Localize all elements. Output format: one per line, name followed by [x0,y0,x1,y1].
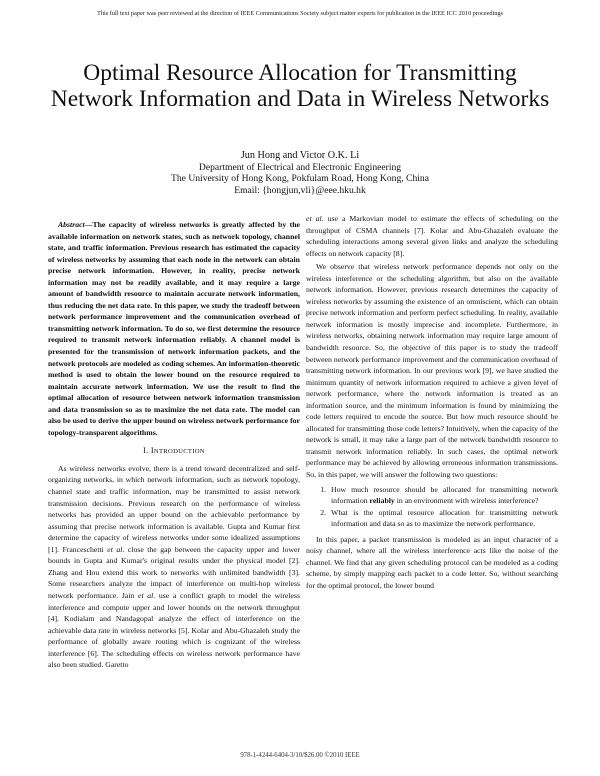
text-run: How much resource should be allocated for transmitting network information [331,484,558,506]
paper-title: Optimal Resource Allocation for Transmitting Network Information and Data in Wireless Networks [50,60,550,112]
abstract [48,219,300,438]
copyright-footer: 978-1-4244-6404-3/10/$26.00 ©2010 IEEE [240,752,360,759]
conference-header-note: This full text paper was peer reviewed at the direction of IEEE Communications Society subject matter experts for publication in the IEEE ICC 2010 proceedings [97,10,503,17]
research-question-2: 2. What is the optimal resource allocation for transmitting network information and data so as to maximize the network performance. [328,507,558,530]
text-run: . use a conflict graph to model the wireless interference and compute upper and lower bounds on the network throughput [4]. Kodialam and Nandagopal analyze the effect of interference on the achievable data rate in wireless networks [5]. Kolar and Abu-Ghazaleh study the performance of globally aware routing which is cognizant of the wireless interference [6]. The scheduling effects on wireless network performance have also been studied. Garetto [48,590,300,670]
research-questions-list [306,484,558,530]
section-title-initial: I [150,446,154,456]
section-number: I. [143,446,149,456]
text-run-bold: reliably [369,496,395,506]
text-run-italic: et al [138,590,154,600]
text-run: . close the gap between the capacity upper and lower bounds in Gupta and Kumar's original results under the physical model [2]. Zhang and Hou extend this work to networks with unlimited bandwidth [3]. Some researchers analyze the impact of interference on multi-hop wireless network performance. Jain [48,544,301,600]
author-block [100,150,500,196]
author-email: Email: {hongjun,vli}@eee.hku.hk [234,184,366,196]
text-run-italic: et al [107,544,123,554]
intro-paragraph-3: In this paper, a packet transmission is modeled as an input character of a noisy channel, where all the wireless interference acts like the noise of the channel. We find that any given scheduling protocol can be modeled as a coding scheme, by simply mapping each packet to a code letter. So, without searching for the optimal protocol, the lower bound [306,534,558,590]
text-run: . use a Markovian model to estimate the effects of scheduling on the throughput of CSMA channels [7]. Kolar and Abu-Ghazaleh evaluate the scheduling interactions among several given links and analyze the scheduling effects on network capacity [8]. [306,214,558,258]
intro-paragraph-2: We observe that wireless network performance depends not only on the wireless interference or the scheduling algorithm, but also on the available network information. However, previous research determines the capacity of wireless networks by assuming the existence of an omniscient, which can obtain precise network information and perform perfect scheduling. In reality, available network information is mostly imprecise and incomplete. Furthermore, in wireless networks, obtaining network information may require large amount of bandwidth resource. So, the objective of this paper is to study the tradeoff between network performance improvement and the communication overhead of transmitting network information. In our previous work [9], we have studied the minimum quantity of network information required to achieve a given level of network performance, where the network information is treated as an information source, and the minimum information is found by minimizing the code letters required to encode the source. But how much resource should be allocated for transmitting those code letters? Intuitively, when the capacity of the network is small, it may take a large part of the network bandwidth resource to transmit network information reliably. In such cases, the optimal network performance may be achieved by allowing erroneous information transmissions. So, in this paper, we will answer the following two questions: [306,262,558,480]
section-title-rest: NTRODUCTION [153,448,205,456]
intro-paragraph-1 [48,463,300,671]
author-names: Jun Hong and Victor O.K. Li [240,150,360,161]
research-question-1 [328,484,558,507]
text-run: As wireless networks evolve, there is a trend toward decentralized and self-organizing networks, in which network information, such as network topology, channel state and traffic information, may be transmitted to assist network transmission decisions. Previous research on the performance of wireless networks has provided an upper bound on the achievable performance by assuming that precise network information is available. Gupta and Kumar first determine the capacity of wireless networks under some idealized assumptions [1]. Franceschetti [48,463,300,554]
intro-paragraph-1-continued [306,213,558,259]
section-heading-introduction [48,445,300,458]
author-institution: The University of Hong Kong, Pokfulam Road, Hong Kong, China [171,173,429,185]
left-column [48,219,300,671]
right-column [306,213,558,592]
text-run-italic: et al [306,214,322,223]
abstract-label: Abstract [58,220,85,229]
abstract-text: —The capacity of wireless networks is greatly affected by the available information on network states, such as network topology, channel state, and traffic information. Previous research has estimated the capacity of wireless networks by assuming that each node in the network can obtain precise network information. However, in reality, precise network information may not be readily available, and it may require a large amount of bandwidth resource to maintain accurate network information, thus reducing the net data rate. In this paper, we study the tradeoff between network performance improvement and the communication overhead of transmitting network information. To do so, we first determine the resource required to transmit network information reliably. A channel model is presented for the transmission of network information packets, and the network protocols are modeled as coding schemes. An information-theoretic method is used to obtain the lower bound on the resource required to maintain accurate network information. We use the result to find the optimal allocation of resource between network information transmission and data transmission so as to maximize the net data rate. The model can also be used to derive the upper bound on wireless network performance for topology-transparent algorithms. [48,220,300,437]
text-run: in an environment with wireless interference? [394,496,539,506]
author-department: Department of Electrical and Electronic Engineering [198,161,402,173]
